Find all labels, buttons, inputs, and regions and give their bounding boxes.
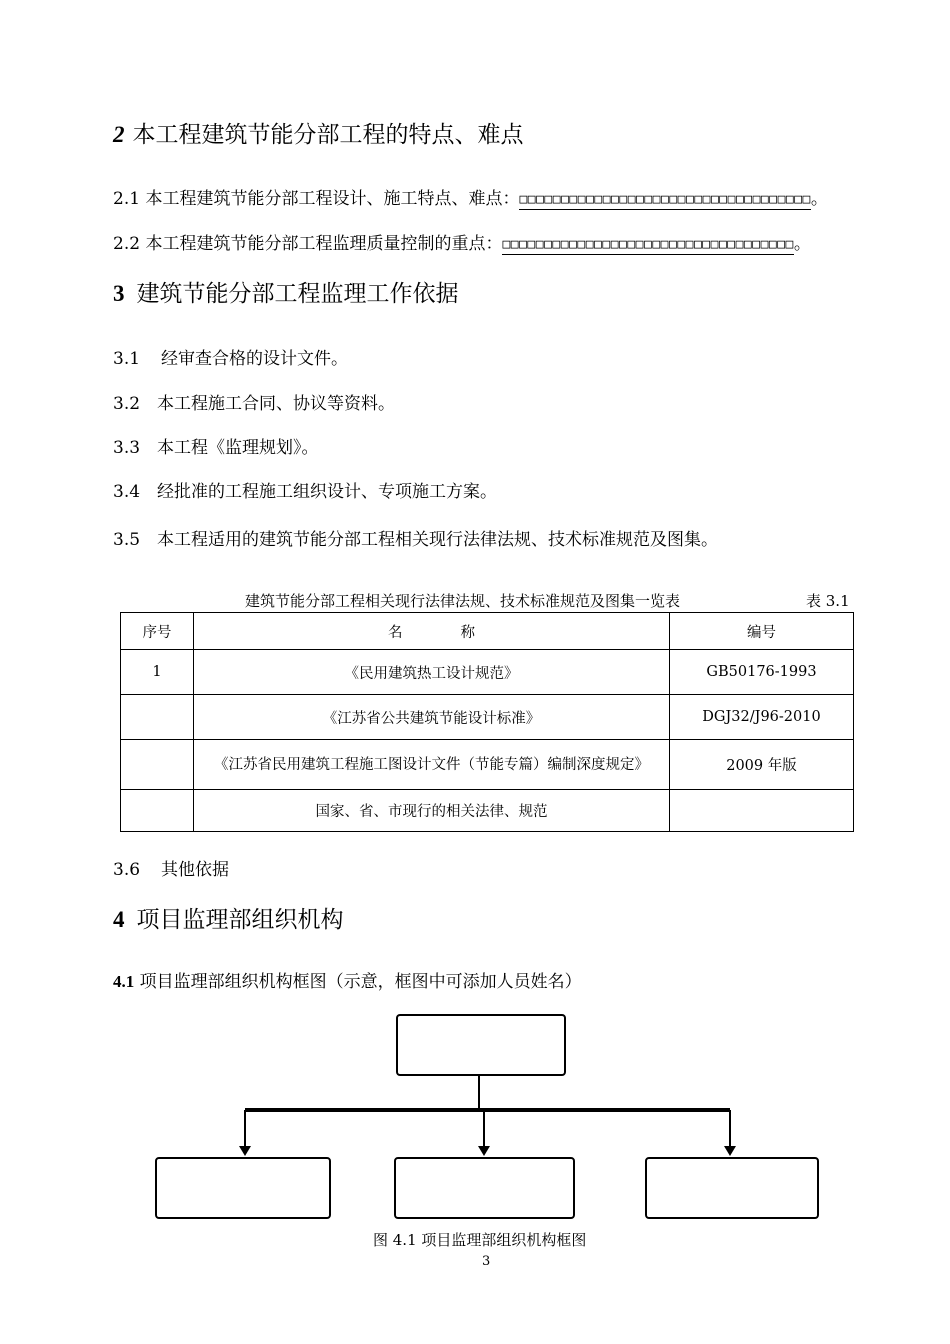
item-2-1-blank: □□□□□□□□□□□□□□□□□□□□□□□□□□□□□□□□□□□ <box>519 191 810 210</box>
item-3-4-number: 3.4 <box>113 482 141 502</box>
page-number: 3 <box>482 1254 491 1269</box>
header-name: 名 称 <box>194 613 670 650</box>
item-3-5-text: 本工程适用的建筑节能分部工程相关现行法律法规、技术标准规范及图集。 <box>157 530 718 550</box>
item-3-1-number: 3.1 <box>113 349 141 369</box>
section-3-title: 建筑节能分部工程监理工作依据 <box>136 281 459 307</box>
figure-caption: 图 4.1 项目监理部组织机构框图 <box>373 1231 587 1249</box>
item-3-6-text: 其他依据 <box>161 860 229 880</box>
item-2-1-text: 2.1 本工程建筑节能分部工程设计、施工特点、难点： <box>113 189 520 209</box>
item-3-2-number: 3.2 <box>113 394 141 414</box>
section-3-number: 3 <box>113 281 125 306</box>
item-3-3-number: 3.3 <box>113 438 141 458</box>
item-3-3-text: 本工程《监理规划》。 <box>157 438 319 458</box>
section-4-number: 4 <box>113 907 125 932</box>
cell-no: 1 <box>121 650 194 695</box>
org-box-right <box>645 1157 819 1219</box>
section-2-title: 本工程建筑节能分部工程的特点、难点 <box>132 122 524 148</box>
cell-name: 国家、省、市现行的相关法律、规范 <box>194 790 670 832</box>
arrow-down-icon <box>239 1146 251 1156</box>
cell-name: 《民用建筑热工设计规范》 <box>194 650 670 695</box>
table-caption: 建筑节能分部工程相关现行法律法规、技术标准规范及图集一览表 <box>245 592 681 610</box>
org-box-middle <box>394 1157 575 1219</box>
item-2-1-end: 。 <box>810 189 828 209</box>
cell-name: 《江苏省民用建筑工程施工图设计文件（节能专篇）编制深度规定》 <box>194 740 670 790</box>
org-box-left <box>155 1157 331 1219</box>
subsection-4-1-number: 4.1 <box>113 972 135 991</box>
item-3-6-number: 3.6 <box>113 860 141 880</box>
arrow-down-icon <box>478 1146 490 1156</box>
section-4-title: 项目监理部组织机构 <box>136 907 344 933</box>
section-2-number: 2 <box>113 122 125 147</box>
cell-name: 《江苏省公共建筑节能设计标准》 <box>194 695 670 740</box>
arrow-down-icon <box>724 1146 736 1156</box>
cell-code: DGJ32/J96-2010 <box>670 695 854 740</box>
item-3-5-number: 3.5 <box>113 530 141 550</box>
item-3-1-text: 经审查合格的设计文件。 <box>161 349 348 369</box>
item-3-4-text: 经批准的工程施工组织设计、专项施工方案。 <box>157 482 497 502</box>
header-no: 序号 <box>121 613 194 650</box>
item-2-2-end: 。 <box>793 234 811 254</box>
item-2-2-text: 2.2 本工程建筑节能分部工程监理质量控制的重点： <box>113 234 503 254</box>
subsection-4-1-text: 项目监理部组织机构框图（示意，框图中可添加人员姓名） <box>139 972 582 992</box>
item-2-2-blank: □□□□□□□□□□□□□□□□□□□□□□□□□□□□□□□□□□□ <box>502 236 793 255</box>
cell-code: 2009 年版 <box>670 740 854 790</box>
cell-code: GB50176-1993 <box>670 650 854 695</box>
item-3-2-text: 本工程施工合同、协议等资料。 <box>157 394 395 414</box>
table-label: 表 3.1 <box>806 592 850 610</box>
header-code: 编号 <box>670 613 854 650</box>
